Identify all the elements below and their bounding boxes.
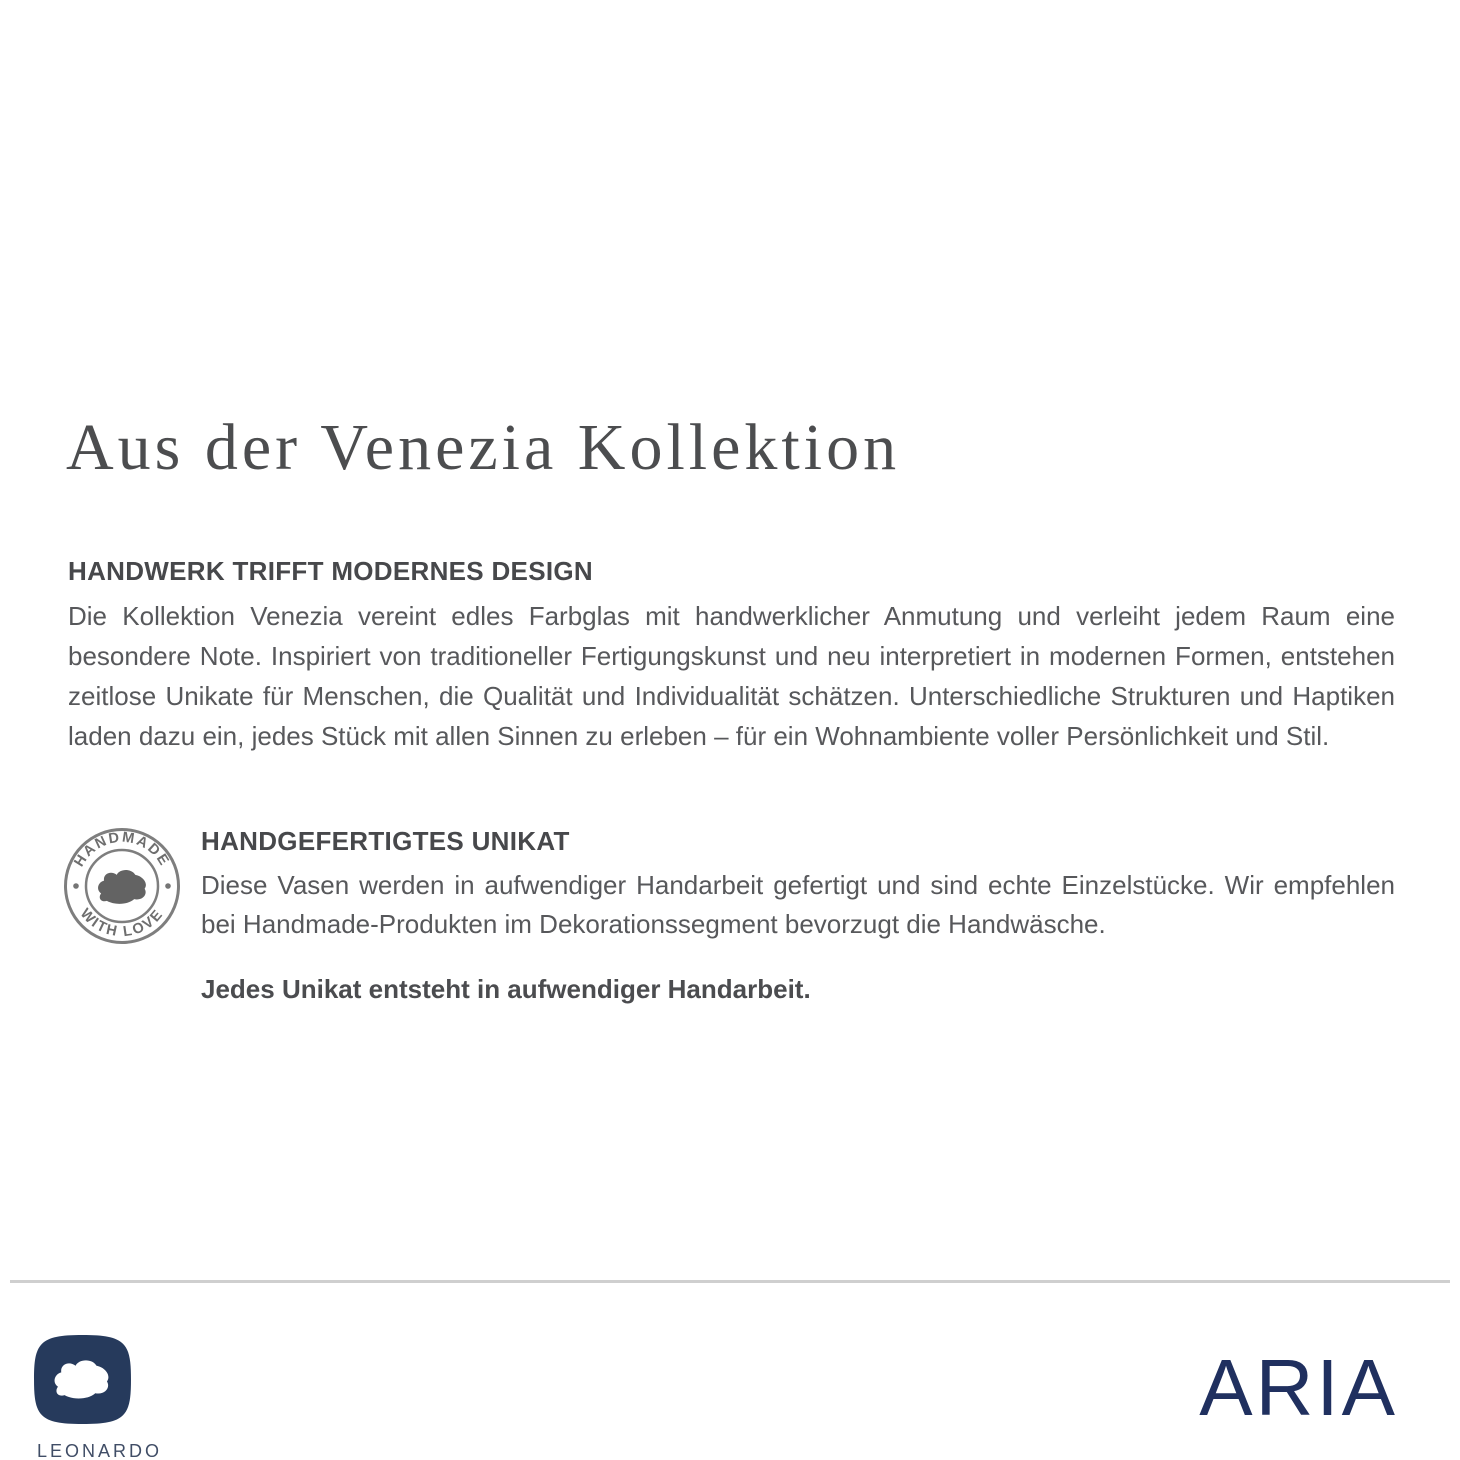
leonardo-logo-icon xyxy=(33,1333,132,1426)
handmade-section xyxy=(62,826,1395,1005)
cloud-heart-icon xyxy=(98,870,146,904)
collection-title: Aus der Venezia Kollektion xyxy=(66,411,901,484)
craft-section-heading: HANDWERK TRIFFT MODERNES DESIGN xyxy=(68,556,593,586)
handmade-section-heading: HANDGEFERTIGTES UNIKAT xyxy=(201,826,570,856)
badge-bottom-text: WITH LOVE xyxy=(76,905,168,941)
brand-name: LEONARDO xyxy=(37,1441,163,1460)
craft-section xyxy=(68,556,1395,756)
handmade-with-love-badge-icon xyxy=(62,826,182,946)
collection-name: ARIA xyxy=(1199,1343,1398,1432)
footer-divider xyxy=(10,1280,1450,1283)
craft-section-body: Die Kollektion Venezia vereint edles Farbglas mit handwerklicher Anmutung und verleiht jedem Raum eine besondere Note. Inspiriert von traditioneller Fertigungskunst und neu interpretiert in modernen Formen, entstehen zeitlose Unikate für Menschen, die Qualität und Individualität schätzen. Unterschiedliche Strukturen und Haptiken laden dazu ein, jedes Stück mit allen Sinnen zu erleben – für ein Wohnambiente voller Persönlichkeit und Stil. xyxy=(68,601,1395,751)
brand-block xyxy=(33,1333,163,1460)
badge-top-text: HANDMADE xyxy=(71,829,173,870)
handmade-text-column xyxy=(201,826,1395,1005)
handmade-section-body: Diese Vasen werden in aufwendiger Handarbeit gefertigt und sind echte Einzelstücke. Wir empfehlen bei Handmade-Produkten im Dekorationssegment bevorzugt die Handwäsche. xyxy=(201,870,1395,939)
handmade-note: Jedes Unikat entsteht in aufwendiger Handarbeit. xyxy=(201,974,811,1004)
